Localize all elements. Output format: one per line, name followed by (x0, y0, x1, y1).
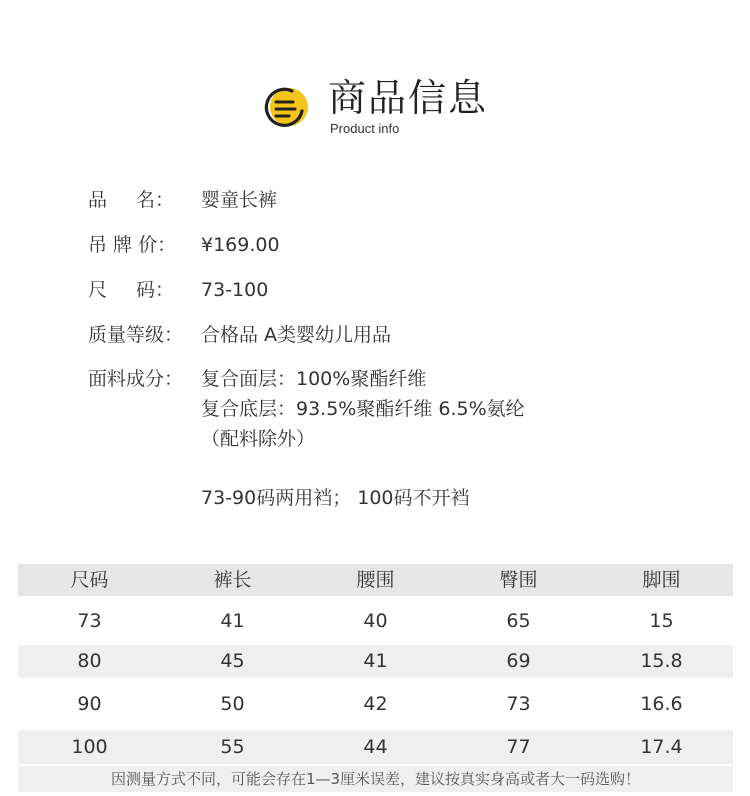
page-title: 商品信息 (328, 76, 489, 120)
table-row (18, 730, 733, 764)
table-cell: 80 (77, 650, 102, 672)
info-value-grade: 合格品 A类婴幼儿用品 (201, 324, 392, 346)
table-cell: 40 (363, 610, 388, 632)
table-cell: 16.6 (640, 693, 683, 715)
table-cell: 100 (71, 736, 108, 758)
table-header-cell: 尺码 (70, 569, 109, 591)
table-cell: 65 (506, 610, 531, 632)
table-cell: 90 (77, 693, 102, 715)
measurement-note: 因测量方式不同，可能会存在1—3厘米误差，建议按真实身高或者大一码选购！ (18, 766, 733, 792)
info-label-size: 尺 码： (88, 279, 174, 301)
table-cell: 41 (363, 650, 388, 672)
table-cell: 17.4 (640, 736, 683, 758)
table-header-cell: 裤长 (213, 569, 252, 591)
info-value-name: 婴童长裤 (201, 189, 278, 211)
table-row (18, 602, 733, 640)
table-cell: 73 (77, 610, 102, 632)
table-cell: 77 (506, 736, 531, 758)
info-label-grade: 质量等级： (88, 324, 184, 346)
table-cell: 44 (363, 736, 388, 758)
table-cell: 73 (506, 693, 531, 715)
table-row (18, 645, 733, 678)
info-value-size: 73-100 (201, 279, 269, 301)
table-cell: 41 (220, 610, 245, 632)
document-lines-icon (262, 84, 312, 132)
info-value-price: ¥169.00 (201, 234, 280, 256)
info-label-name: 品 名： (88, 189, 174, 211)
table-header-cell: 腰围 (356, 569, 395, 591)
info-label-fabric: 面料成分： (88, 368, 184, 390)
table-header-cell: 脚围 (642, 569, 681, 591)
table-cell: 42 (363, 693, 388, 715)
table-row (18, 684, 733, 724)
table-cell: 45 (220, 650, 245, 672)
table-cell: 15 (649, 610, 674, 632)
page-subtitle: Product info (330, 121, 400, 136)
table-header-row (18, 564, 733, 596)
table-cell: 55 (220, 736, 245, 758)
table-cell: 15.8 (640, 650, 683, 672)
table-cell: 69 (506, 650, 531, 672)
table-cell: 50 (220, 693, 245, 715)
table-header-cell: 臀围 (499, 569, 538, 591)
info-label-price: 吊 牌 价： (88, 234, 177, 256)
